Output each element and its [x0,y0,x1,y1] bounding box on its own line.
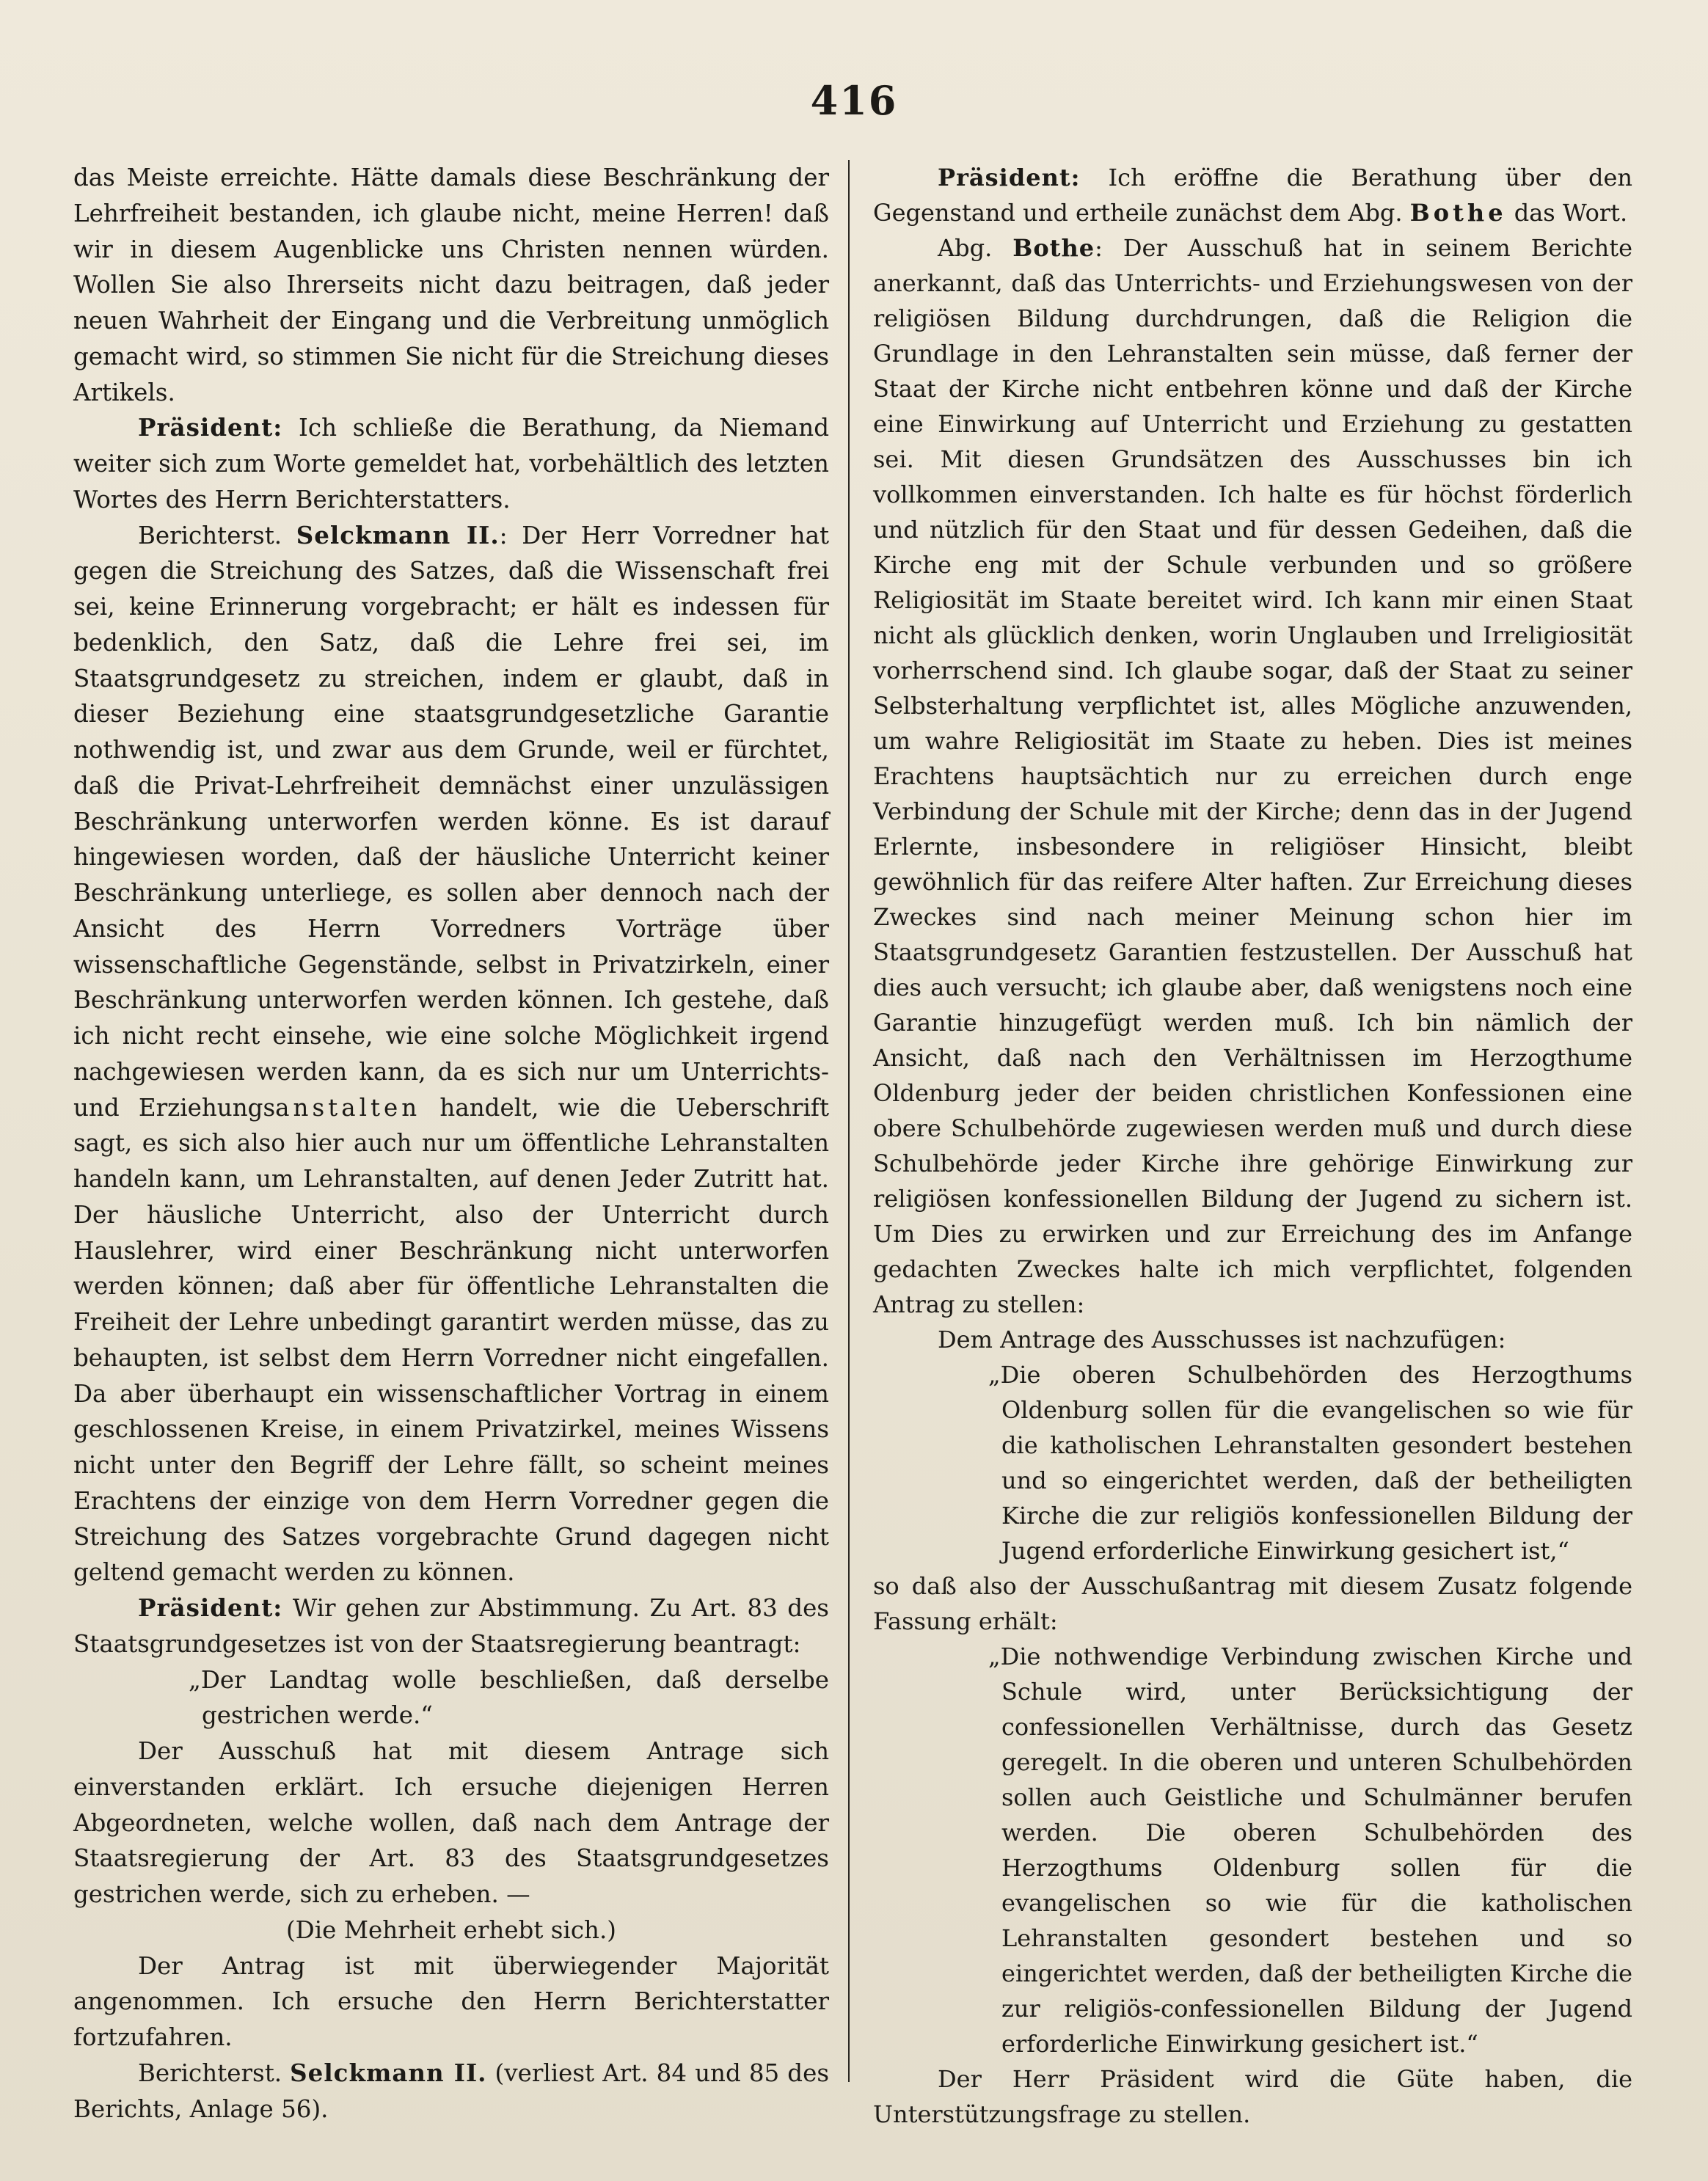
page-number: 416 [810,77,898,124]
role-label: Abg. [938,234,1013,262]
left-paragraph-9 [73,2056,829,2127]
paragraph-text: Ich schließe die Berathung, da Niemand weiter sich zum Worte gemeldet hat, vorbehältlich des letzten Wortes des Herrn Berichterstatters. [73,414,829,514]
left-paragraph-3 [73,518,829,1591]
role-label: Berichterst. [138,521,296,549]
right-quote-1: „Die oberen Schulbehörden des Herzogthums Oldenburg sollen für die evangelischen so wie für die katholischen Lehranstalten gesondert bestehen und so eingerichtet werden, daß der betheiligten Kirche die zur religiös konfessionellen Bildung der Jugend erforderliche Einwirkung gesichert ist,“ [988,1361,1632,1565]
role-label: Berichterst. [138,2058,291,2087]
paragraph-text: : Der Herr Vorredner hat gegen die Streichung des Satzes, daß die Wissenschaft frei sei, keine Erinnerung vorgebracht; er hält es indessen für bedenklich, den Satz, daß die Lehre frei sei, im Staatsgrundgesetz zu streichen, indem er glaubt, daß in dieser Beziehung eine staatsgrundgesetzliche Garantie nothwendig ist, und zwar aus dem Grunde, weil er fürchtet, daß die Privat-Lehrfreiheit demnächst einer unzulässigen Beschränkung unterworfen werden könne. Es ist darauf hingewiesen worden, daß der häusliche Unterricht keiner Beschränkung unterliege, es sollen aber dennoch nach der Ansicht des Herrn Vorredners Vorträge über wissenschaftliche Gegenstände, selbst in Privatzirkeln, einer Beschränkung unterworfen werden können. Ich gestehe, daß ich nicht recht einsehe, wie eine solche Möglichkeit irgend nachgewiesen werden kann, da es sich nur um Unterrichts- und Erziehungs [73,521,829,1122]
left-quote: „Der Landtag wolle beschließen, daß derselbe gestrichen werde.“ [189,1665,829,1730]
emphasized-word: anstalten [275,1093,421,1122]
right-paragraph-3: Dem Antrage des Ausschusses ist nachzufügen: [938,1326,1506,1353]
right-quote-2: „Die nothwendige Verbindung zwischen Kirche und Schule wird, unter Berücksichtigung der confessionellen Verhältnisse, durch das Gesetz geregelt. In die oberen und unteren Schulbehörden sollen auch Geistliche und Schulmänner berufen werden. Die oberen Schulbehörden des Herzogthums Oldenburg sollen für die evangelischen so wie für die katholischen Lehranstalten gesondert bestehen und so eingerichtet werden, daß der betheiligten Kirche die zur religiös-confessionellen Bildung der Jugend erforderliche Einwirkung gesichert ist.“ [988,1643,1632,2058]
paragraph-text: handelt, wie die Ueberschrift sagt, es sich also hier auch nur um öffentliche Lehranstalten handeln kann, um Lehranstalten, auf denen Jeder Zutritt hat. Der häusliche Unterricht, also der Unterricht durch Hauslehrer, wird einer Beschränkung nicht unterworfen werden können; daß aber für öffentliche Lehranstalten die Freiheit der Lehre unbedingt garantirt werden müsse, das zu behaupten, ist selbst dem Herrn Vorredner nicht eingefallen. Da aber überhaupt ein wissenschaftlicher Vortrag in einem geschlossenen Kreise, in einem Privatzirkel, meines Wissens nicht unter den Begriff der Lehre fällt, so scheint meines Erachtens der einzige von dem Herrn Vorredner gegen die Streichung des Satzes vorgebrachte Grund dagegen nicht geltend gemacht werden zu können. [73,1093,829,1587]
left-paragraph-6: Der Ausschuß hat mit diesem Antrage sich einverstanden erklärt. Ich ersuche diejenigen Herren Abgeordneten, welche wollen, daß nach dem Antrage der Staatsregierung der Art. 83 des Staatsgrundgesetzes gestrichen werde, sich zu erheben. — [73,1737,829,1908]
left-paragraph-8: Der Antrag ist mit überwiegender Majorität angenommen. Ich ersuche den Herrn Berichterstatter fortzufahren. [73,1951,829,2051]
speaker-label: Präsident: [938,164,1081,191]
paragraph-text: Wir gehen zur Abstimmung. Zu Art. 83 des Staatsgrundgesetzes ist von der Staatsregierung beantragt: [73,1594,829,1658]
paragraph-text: Ich eröffne die Berathung über den Gegenstand und ertheile zunächst dem Abg. [873,164,1632,227]
left-paragraph-4 [73,1590,829,1662]
right-paragraph-7: Der Herr Präsident wird die Güte haben, die Unterstützungsfrage zu stellen. [873,2065,1632,2128]
right-paragraph-1 [873,160,1632,230]
paragraph-text: : Der Ausschuß hat in seinem Berichte anerkannt, daß das Unterrichts- und Erziehungswesen von der religiösen Bildung durchdrungen, daß die Religion die Grundlage in den Lehranstalten sein müsse, daß ferner der Staat der Kirche nicht entbehren könne und daß der Kirche eine Einwirkung auf Unterricht und Erziehung zu gestatten sei. Mit diesen Grundsätzen des Ausschusses bin ich vollkommen einverstanden. Ich halte es für höchst förderlich und nützlich für den Staat und für dessen Gedeihen, daß die Kirche eng mit der Schule verbunden und so größere Religiosität im Staate bereitet wird. Ich kann mir einen Staat nicht als glücklich denken, worin Unglauben und Irreligiosität vorherrschend sind. Ich glaube sogar, daß der Staat zu seiner Selbsterhaltung verpflichtet ist, alles Mögliche anzuwenden, um wahre Religiosität im Staate zu heben. Dies ist meines Erachtens hauptsächtich nur zu erreichen durch enge Verbindung der Schule mit der Kirche; denn das in der Jugend Erlernte, insbesondere in religiöser Hinsicht, bleibt gewöhnlich für das reifere Alter haften. Zur Erreichung dieses Zweckes sind nach meiner Meinung schon hier im Staatsgrundgesetz Garantien festzustellen. Der Ausschuß hat dies auch versucht; ich glaube aber, daß wenigstens noch eine Garantie hinzugefügt werden muß. Ich bin nämlich der Ansicht, daß nach den Verhältnissen im Herzogthume Oldenburg jeder der beiden christlichen Konfessionen eine obere Schulbehörde zugewiesen werden muß und durch diese Schulbehörde jeder Kirche ihre gehörige Einwirkung zur religiösen konfessionellen Bildung der Jugend zu sichern ist. Um Dies zu erwirken und zur Erreichung des im Anfange gedachten Zweckes halte ich mich verpflichtet, folgenden Antrag zu stellen: [873,234,1633,1318]
left-paragraph-2 [73,410,829,517]
emphasized-word: Bothe [1409,199,1507,227]
speaker-label: Präsident: [138,1593,283,1622]
speaker-label: Bothe [1012,234,1095,262]
left-paragraph-1: das Meiste erreichte. Hätte damals diese Beschränkung der Lehrfreiheit bestanden, ich glaube nicht, meine Herren! daß wir in diesem Augenblicke uns Christen nennen würden. Wollen Sie also Ihrerseits nicht dazu beitragen, daß jeder neuen Wahrheit der Eingang und die Verbreitung unmöglich gemacht wird, so stimmen Sie nicht für die Streichung dieses Artikels. [73,164,829,406]
left-column [73,160,829,2127]
speaker-label: Präsident: [138,413,283,442]
speaker-label: Selckmann II. [296,520,500,549]
paragraph-text: das Wort. [1506,199,1628,227]
column-divider [848,160,850,2082]
right-paragraph-5: so daß also der Ausschußantrag mit diesem Zusatz folgende Fassung erhält: [873,1572,1632,1635]
left-paragraph-7: (Die Mehrheit erhebt sich.) [286,1915,616,1944]
right-column [873,160,1632,2132]
right-paragraph-2 [873,230,1632,1322]
speaker-label: Selckmann II. [290,2058,487,2087]
paragraph-text: (verliest Art. 84 und 85 des Berichts, Anlage 56). [73,2058,830,2123]
